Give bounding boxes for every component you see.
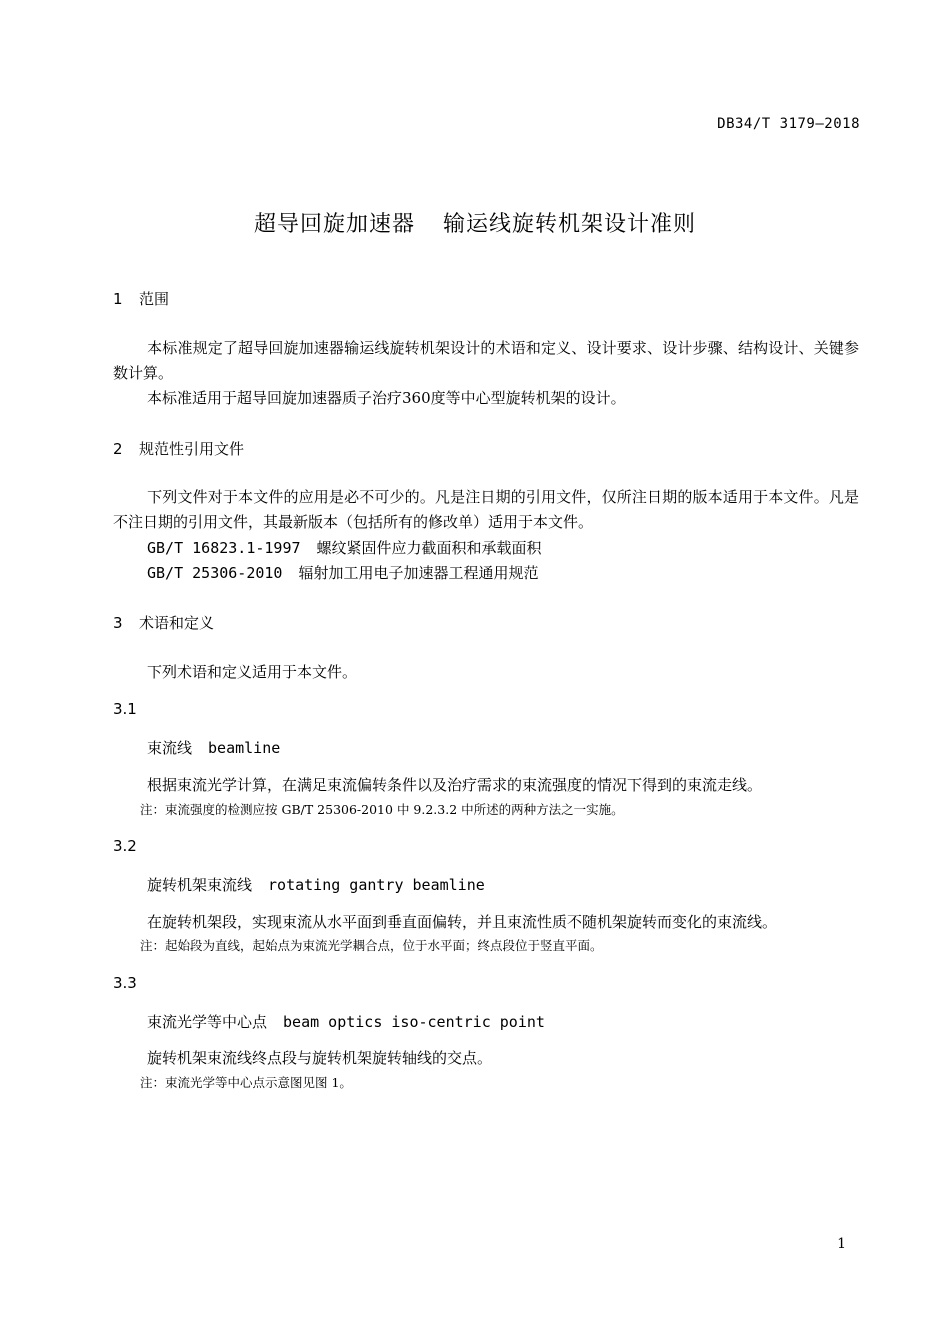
section-title: 术语和定义 bbox=[139, 614, 215, 632]
references-paragraph bbox=[113, 485, 859, 535]
reference-item bbox=[147, 562, 538, 583]
clause-number: 3.3 bbox=[113, 974, 137, 992]
section-heading-normative-references bbox=[113, 438, 244, 459]
term-entry bbox=[147, 737, 280, 758]
section-number: 3 bbox=[113, 614, 123, 632]
term-definition: 根据束流光学计算，在满足束流偏转条件以及治疗需求的束流强度的情况下得到的束流走线。 bbox=[147, 776, 763, 794]
scope-paragraph-1 bbox=[113, 336, 859, 386]
section-title: 范围 bbox=[139, 290, 170, 308]
document-code: DB34/T 3179—2018 bbox=[717, 116, 860, 132]
term-en: beam optics iso-centric point bbox=[283, 1013, 545, 1031]
section-title: 规范性引用文件 bbox=[139, 440, 245, 458]
reference-code: GB/T 25306-2010 bbox=[147, 564, 283, 582]
term-entry bbox=[147, 1011, 545, 1032]
term-en: rotating gantry beamline bbox=[268, 876, 485, 894]
term-zh: 旋转机架束流线 bbox=[147, 876, 253, 894]
reference-item bbox=[147, 537, 542, 558]
clause-number: 3.2 bbox=[113, 837, 137, 855]
title-part-1: 超导回旋加速器 bbox=[253, 212, 415, 237]
title-part-2: 输运线旋转机架设计准则 bbox=[443, 212, 697, 237]
terms-intro: 下列术语和定义适用于本文件。 bbox=[147, 663, 358, 681]
page-number: 1 bbox=[837, 1236, 846, 1252]
references-paragraph-text: 下列文件对于本文件的应用是必不可少的。凡是注日期的引用文件，仅所注日期的版本适用于本文件。凡是不注日期的引用文件，其最新版本（包括所有的修改单）适用于本文件。 bbox=[113, 488, 859, 531]
section-heading-scope bbox=[113, 288, 169, 309]
scope-paragraph-1-text: 本标准规定了超导回旋加速器输运线旋转机架设计的术语和定义、设计要求、设计步骤、结构设计、关键参数计算。 bbox=[113, 339, 859, 382]
term-note: 注：束流强度的检测应按 GB/T 25306-2010 中 9.2.3.2 中所述的两种方法之一实施。 bbox=[140, 802, 624, 817]
scope-paragraph-2-text: 本标准适用于超导回旋加速器质子治疗360度等中心型旋转机架的设计。 bbox=[147, 389, 626, 407]
term-entry bbox=[147, 874, 485, 895]
reference-title: 辐射加工用电子加速器工程通用规范 bbox=[298, 564, 539, 582]
scope-paragraph-2 bbox=[113, 386, 859, 411]
term-note: 注：束流光学等中心点示意图见图 1。 bbox=[140, 1075, 352, 1090]
term-zh: 束流线 bbox=[147, 739, 193, 757]
document-title bbox=[0, 207, 950, 238]
term-zh: 束流光学等中心点 bbox=[147, 1013, 268, 1031]
section-number: 1 bbox=[113, 290, 123, 308]
section-heading-terms bbox=[113, 612, 214, 633]
term-definition: 在旋转机架段，实现束流从水平面到垂直面偏转，并且束流性质不随机架旋转而变化的束流线。 bbox=[147, 913, 778, 931]
term-note: 注：起始段为直线，起始点为束流光学耦合点，位于水平面；终点段位于竖直平面。 bbox=[140, 938, 603, 953]
clause-number: 3.1 bbox=[113, 700, 137, 718]
reference-code: GB/T 16823.1-1997 bbox=[147, 539, 301, 557]
section-number: 2 bbox=[113, 440, 123, 458]
reference-title: 螺纹紧固件应力截面积和承载面积 bbox=[316, 539, 542, 557]
term-en: beamline bbox=[208, 739, 281, 757]
term-definition: 旋转机架束流线终点段与旋转机架旋转轴线的交点。 bbox=[147, 1049, 493, 1067]
